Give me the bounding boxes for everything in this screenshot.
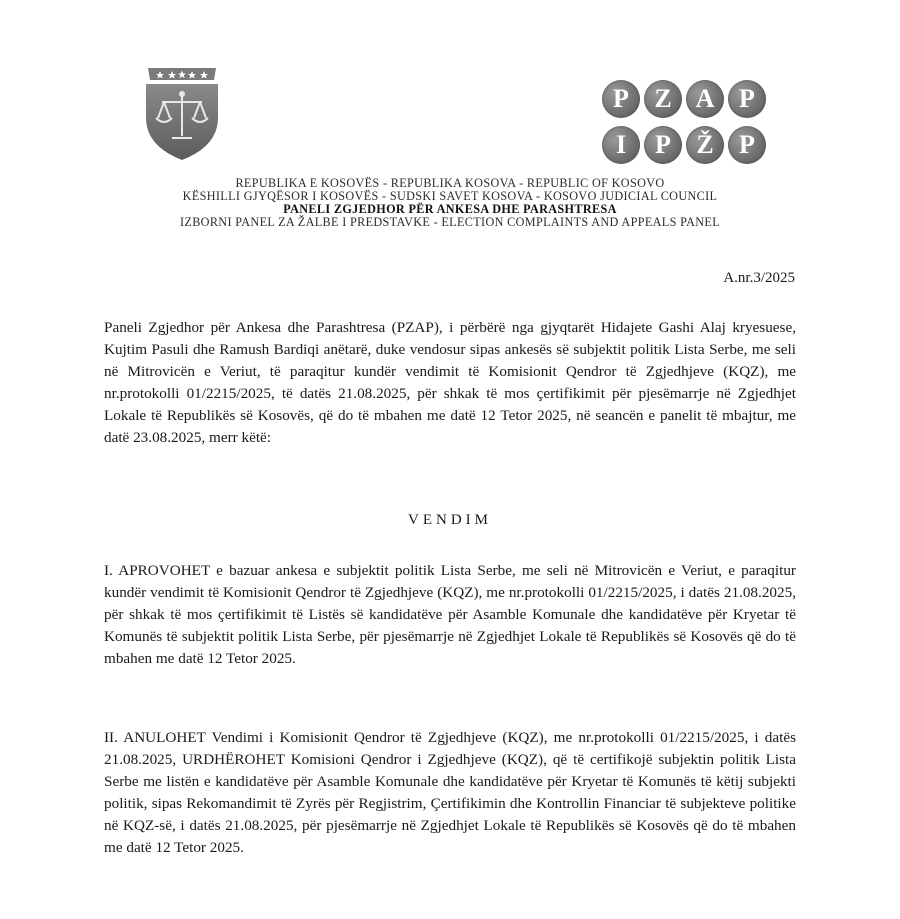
header-panel-translations: IZBORNI PANEL ZA ŽALBE I PREDSTAVKE - ELECTION COMPLAINTS AND APPEALS PANEL <box>180 215 720 229</box>
logo-letter: Z <box>644 80 682 118</box>
logo-letter: A <box>686 80 724 118</box>
pzap-logo <box>602 80 778 172</box>
logo-letter: P <box>728 126 766 164</box>
logo-row-ipzp <box>602 126 778 164</box>
header-council: KËSHILLI GJYQËSOR I KOSOVËS - SUDSKI SAVET KOSOVA - KOSOVO JUDICIAL COUNCIL <box>182 189 718 203</box>
logo-letter: P <box>728 80 766 118</box>
logo-letter: P <box>602 80 640 118</box>
header-panel-name: PANELI ZGJEDHOR PËR ANKESA DHE PARASHTRESA <box>283 202 617 216</box>
decision-section-1: I. APROVOHET e bazuar ankesa e subjektit politik Lista Serbe, me seli në Mitrovicën e Veriut, e paraqitur kundër vendimit të Komisionit Qendror të Zgjedhjeve (KQZ), me nr.protokolli 01/2215/2025, i datës 21.08.2025, për shkak të mos çertifikimit të Listës së kandidatëve për Asamble Komunale dhe kandidatëve për Kryetar të Komunës të subjektit politik Lista Serbe, për pjesëmarrje në Zgjedhjet Lokale të Republikës së Kosovës që do të mbahen me datë 12 Tetor 2025. <box>104 562 796 667</box>
header-republic: REPUBLIKA E KOSOVËS - REPUBLIKA KOSOVA - REPUBLIC OF KOSOVO <box>235 176 665 190</box>
decision-title: VENDIM <box>408 512 492 528</box>
case-reference: A.nr.3/2025 <box>723 270 795 286</box>
logo-letter: P <box>644 126 682 164</box>
logo-letter: I <box>602 126 640 164</box>
letterhead <box>0 177 900 229</box>
logo-letter: Ž <box>686 126 724 164</box>
logo-row-pzap <box>602 80 778 118</box>
judicial-council-emblem-icon <box>140 58 224 162</box>
decision-section-2: II. ANULOHET Vendimi i Komisionit Qendror të Zgjedhjeve (KQZ), me nr.protokolli 01/2215/2025, i datës 21.08.2025, URDHËROHET Komisioni Qendror i Zgjedhjeve (KQZ), që të certifikojë subjektin politik Lista Serbe me listën e kandidatëve për Asamble Komunale dhe kandidatëve për Kryetar të Komunës të këtij subjekti politik, sipas Rekomandimit të Zyrës për Regjistrim, Çertifikimin dhe Kontrollin Financiar të subjekteve politike në KQZ-së, i datës 21.08.2025, për pjesëmarrje në Zgjedhjet Lokale të Republikës së Kosovës që do të mbahen me datë 12 Tetor 2025. <box>104 729 796 856</box>
intro-paragraph: Paneli Zgjedhor për Ankesa dhe Parashtresa (PZAP), i përbërë nga gjyqtarët Hidajete Gashi Alaj kryesuese, Kujtim Pasuli dhe Ramush Bardiqi anëtarë, duke vendosur sipas ankesës së subjektit politik Lista Serbe, me seli në Mitrovicën e Veriut, të paraqitur kundër vendimit të Komisionit Qendror të Zgjedhjeve (KQZ), me nr.protokolli 01/2215/2025, të datës 21.08.2025, për shkak të mos çertifikimit për pjesëmarrje në Zgjedhjet Lokale të Republikës së Kosovës, që do të mbahen me datë 12 Tetor 2025, në seancën e panelit të mbajtur, me datë 23.08.2025, merr këtë: <box>104 319 796 446</box>
